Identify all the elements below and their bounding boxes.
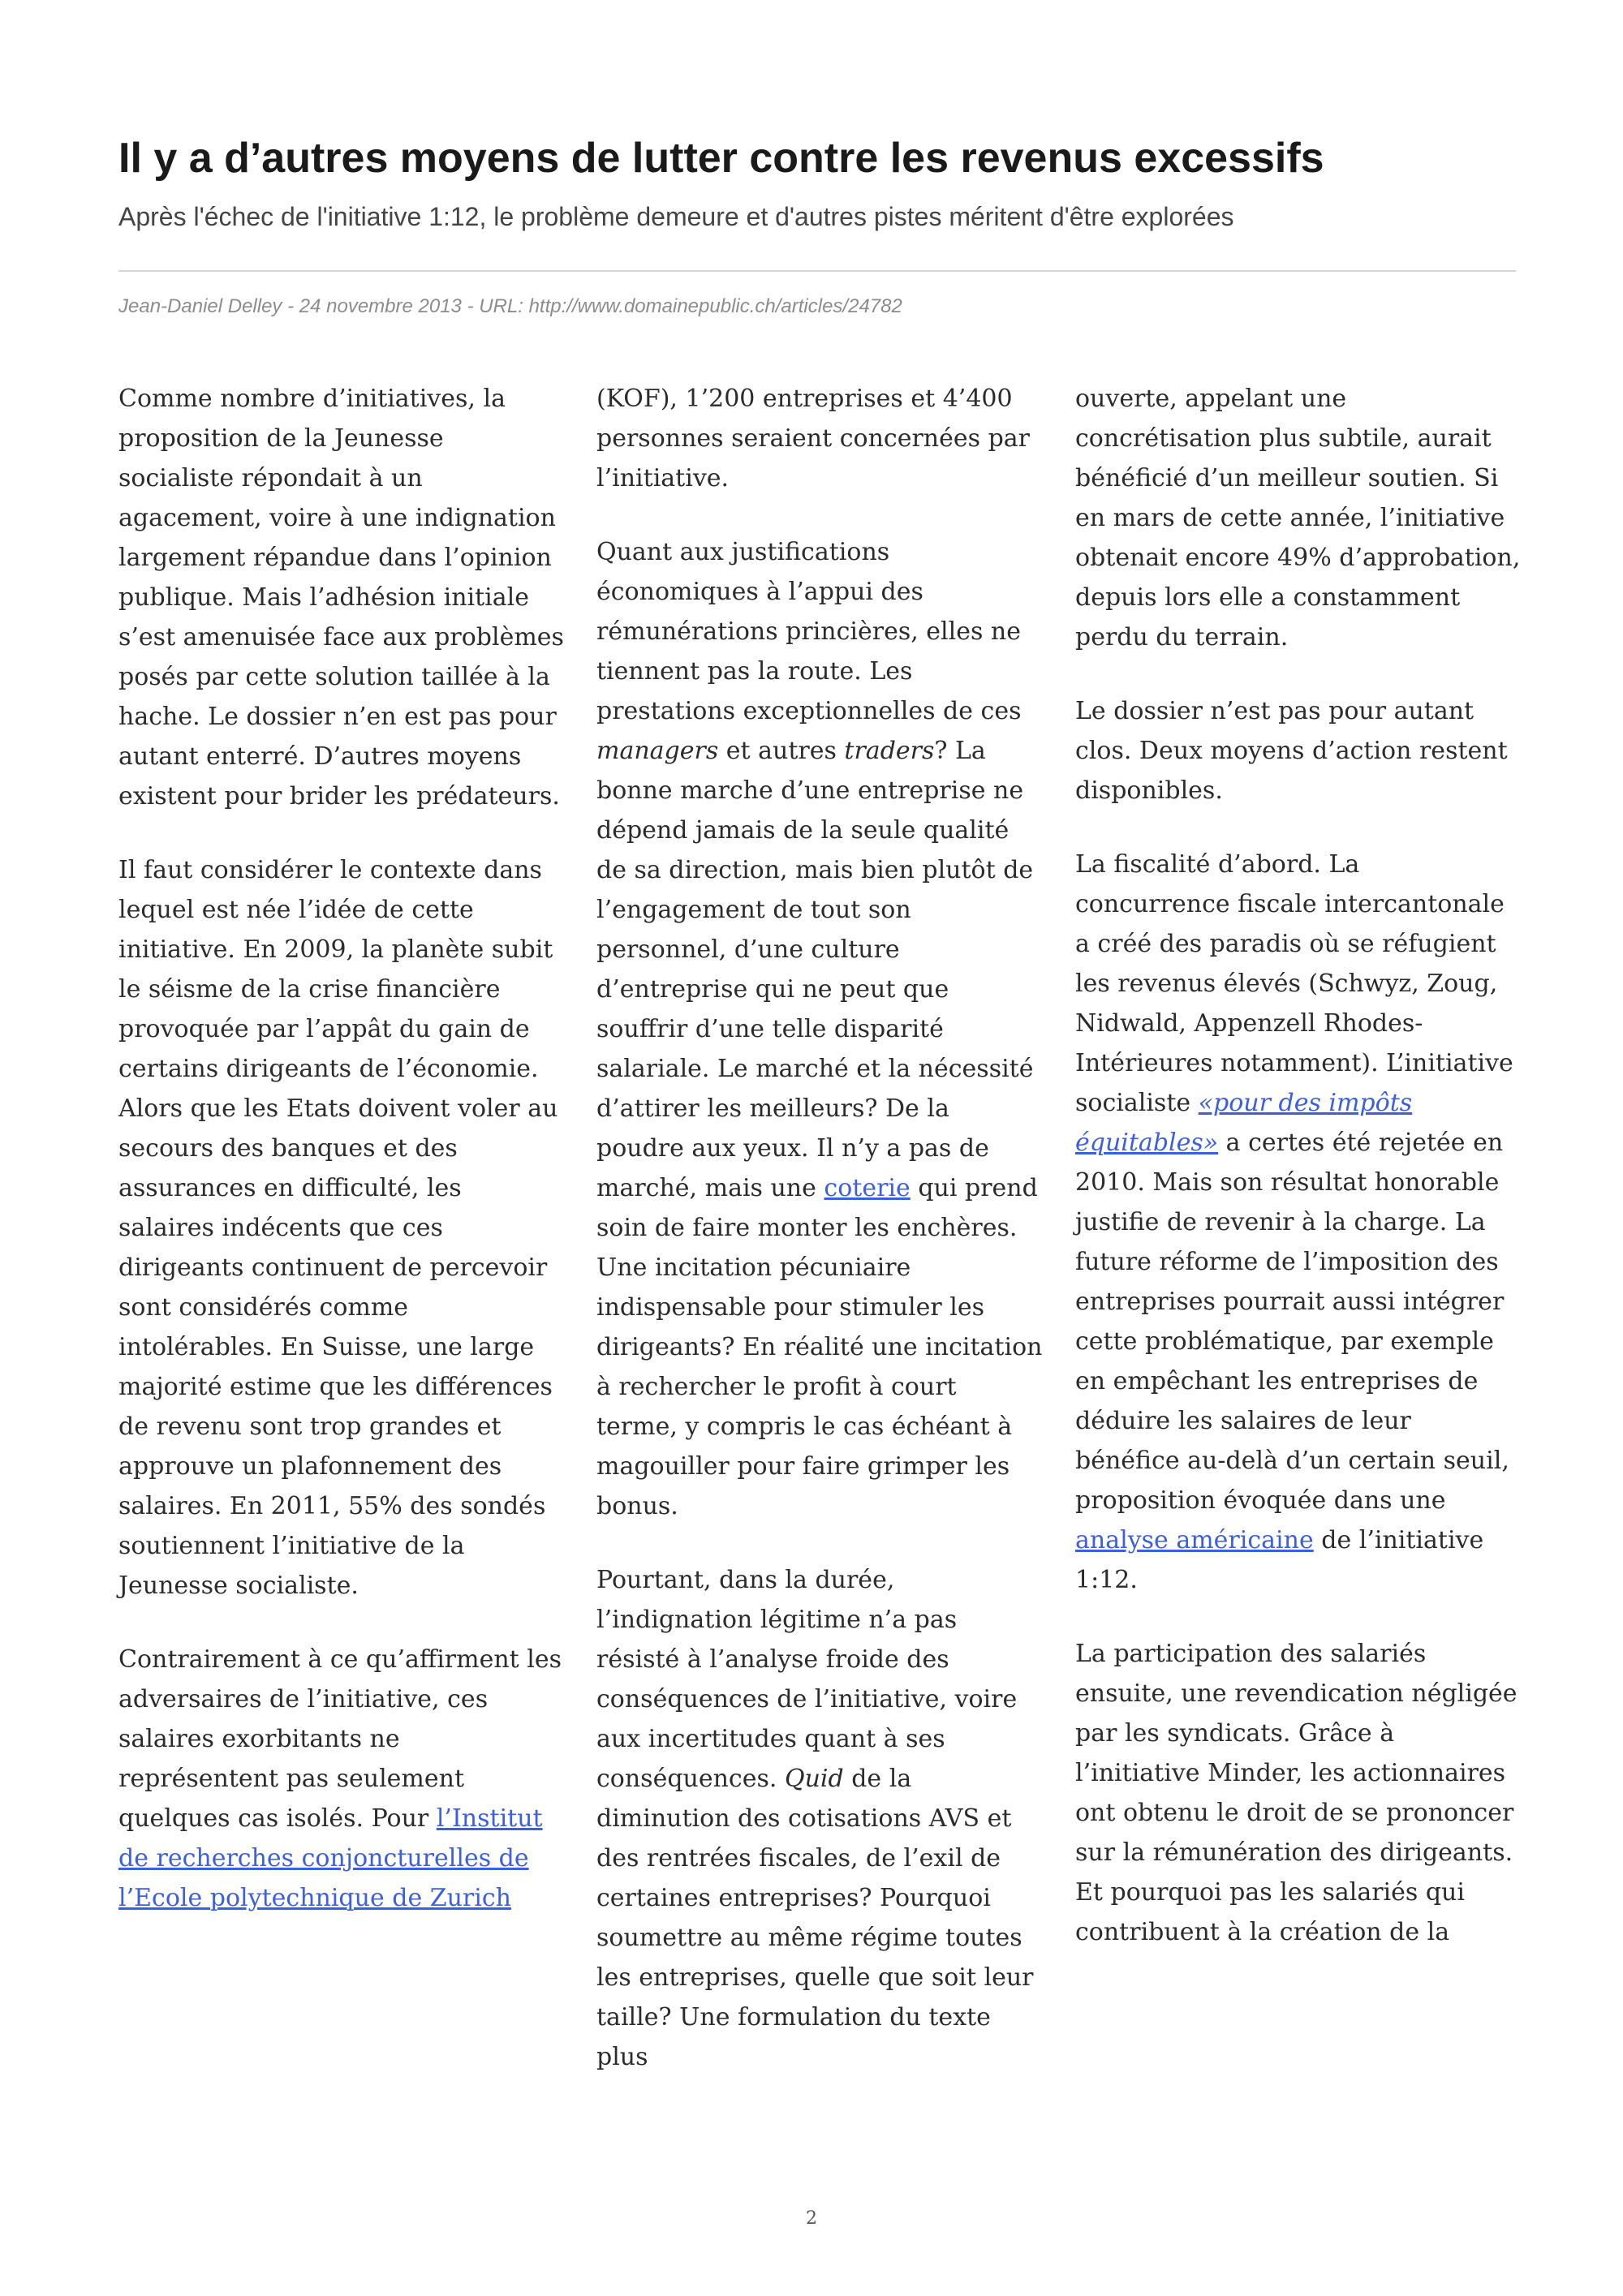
paragraph-text: ? La bonne marche d’une entreprise ne dépend jamais de la seule qualité de sa direction, mais bien plutôt de l’engagement de tout son personnel, d’une culture d’entreprise qui ne peut que souffrir d’une telle disparité salariale. Le marché et la nécessité d’attirer les meilleurs? De la poudre aux yeux. Il n’y a pas de marché, mais une xyxy=(596,737,1034,1202)
header-divider xyxy=(118,270,1516,272)
paragraph: (KOF), 1’200 entreprises et 4’400 personnes seraient concernées par l’initiative. xyxy=(596,385,1030,492)
column-3 xyxy=(1075,379,1522,1986)
paragraph-text: de l’initiative 1:12. xyxy=(1075,1526,1484,1594)
paragraph: Comme nombre d’initiatives, la proposition de la Jeunesse socialiste répondait à un agacement, voire à une indignation largement répandue dans l’opinion publique. Mais l’adhésion initiale s’est amenuisée face aux problèmes posés par cette solution taillée à la hache. Le dossier n’en est pas pour autant enterré. D’autres moyens existent pour brider les prédateurs. xyxy=(118,385,564,810)
emphasis-text: managers xyxy=(596,737,719,765)
paragraph-text: La fiscalité d’abord. La concurrence fiscale intercantonale a créé des paradis où se réfugient les revenus élevés (Schwyz, Zoug, Nidwald, Appenzell Rhodes-Intérieures notamment). L’initiative socialiste xyxy=(1075,850,1513,1117)
page-number: 2 xyxy=(806,2208,817,2229)
link-impots-equitables[interactable]: «pour des impôts équitables» xyxy=(1075,1089,1413,1157)
paragraph-text: de la diminution des cotisations AVS et des rentrées fiscales, de l’exil de certaines entreprises? Pourquoi soumettre au même régime toutes les entreprises, quelle que soit leur taille? Une formulation du texte plus xyxy=(596,1765,1034,2071)
emphasis-text: Quid xyxy=(784,1765,844,1793)
paragraph: La participation des salariés ensuite, une revendication négligée par les syndicats. Grâce à l’initiative Minder, les actionnaires ont obtenu le droit de se prononcer sur la rémunération des dirigeants. Et pourquoi pas les salariés qui contribuent à la création de la xyxy=(1075,1640,1518,1946)
paragraph-text: qui prend soin de faire monter les enchères. Une incitation pécuniaire indispensable pour stimuler les dirigeants? En réalité une incitation à rechercher le profit à court terme, y compris le cas échéant à magouiller pour faire grimper les bonus. xyxy=(596,1174,1043,1520)
link-coterie[interactable]: coterie xyxy=(824,1174,911,1202)
column-2 xyxy=(596,379,1043,2111)
paragraph-text: Quant aux justifications économiques à l’appui des rémunérations princières, elles ne tiennent pas la route. Les prestations exceptionnelles de ces xyxy=(596,538,1022,725)
paragraph xyxy=(1075,845,1522,1600)
link-kof-institute[interactable]: l’Institut de recherches conjoncturelles de l’Ecole polytechnique de Zurich xyxy=(118,1804,543,1912)
article-byline: Jean-Daniel Delley - 24 novembre 2013 - URL: http://www.domainepublic.ch/articles/24782 xyxy=(118,295,902,317)
paragraph xyxy=(118,1640,565,1918)
paragraph-text: Contrairement à ce qu’affirment les adversaires de l’initiative, ces salaires exorbitants ne représentent pas seulement quelques cas isolés. Pour xyxy=(118,1645,562,1833)
column-1 xyxy=(118,379,565,1952)
paragraph xyxy=(596,1560,1043,2077)
paragraph-text: a certes été rejetée en 2010. Mais son résultat honorable justifie de revenir à la charge. La future réforme de l’imposition des entreprises pourrait aussi intégrer cette problématique, par exemple en empêchant les entreprises de déduire les salaires de leur bénéfice au-delà d’un certain seuil, proposition évoquée dans une xyxy=(1075,1129,1509,1515)
paragraph-text: Pourtant, dans la durée, l’indignation légitime n’a pas résisté à l’analyse froide des conséquences de l’initiative, voire aux incertitudes quant à ses conséquences. xyxy=(596,1566,1018,1793)
article-title: Il y a d’autres moyens de lutter contre les revenus excessifs xyxy=(118,135,1324,182)
paragraph xyxy=(596,532,1043,1526)
paragraph-text: et autres xyxy=(718,737,845,765)
article-subtitle: Après l'échec de l'initiative 1:12, le problème demeure et d'autres pistes méritent d'être explorées xyxy=(118,202,1234,231)
paragraph: Le dossier n’est pas pour autant clos. Deux moyens d’action restent disponibles. xyxy=(1075,697,1508,805)
link-analyse-americaine[interactable]: analyse américaine xyxy=(1075,1526,1314,1554)
emphasis-text: traders xyxy=(844,737,935,765)
paragraph: Il faut considérer le contexte dans lequel est née l’idée de cette initiative. En 2009, la planète subit le séisme de la crise financière provoquée par l’appât du gain de certains dirigeants de l’économie. Alors que les Etats doivent voler au secours des banques et des assurances en difficulté, les salaires indécents que ces dirigeants continuent de percevoir sont considérés comme intolérables. En Suisse, une large majorité estime que les différences de revenu sont trop grandes et approuve un plafonnement des salaires. En 2011, 55% des sondés soutiennent l’initiative de la Jeunesse socialiste. xyxy=(118,856,558,1600)
paragraph: ouverte, appelant une concrétisation plus subtile, aurait bénéficié d’un meilleur soutien. Si en mars de cette année, l’initiative obtenait encore 49% d’approbation, depuis lors elle a constamment perdu du terrain. xyxy=(1075,385,1521,651)
